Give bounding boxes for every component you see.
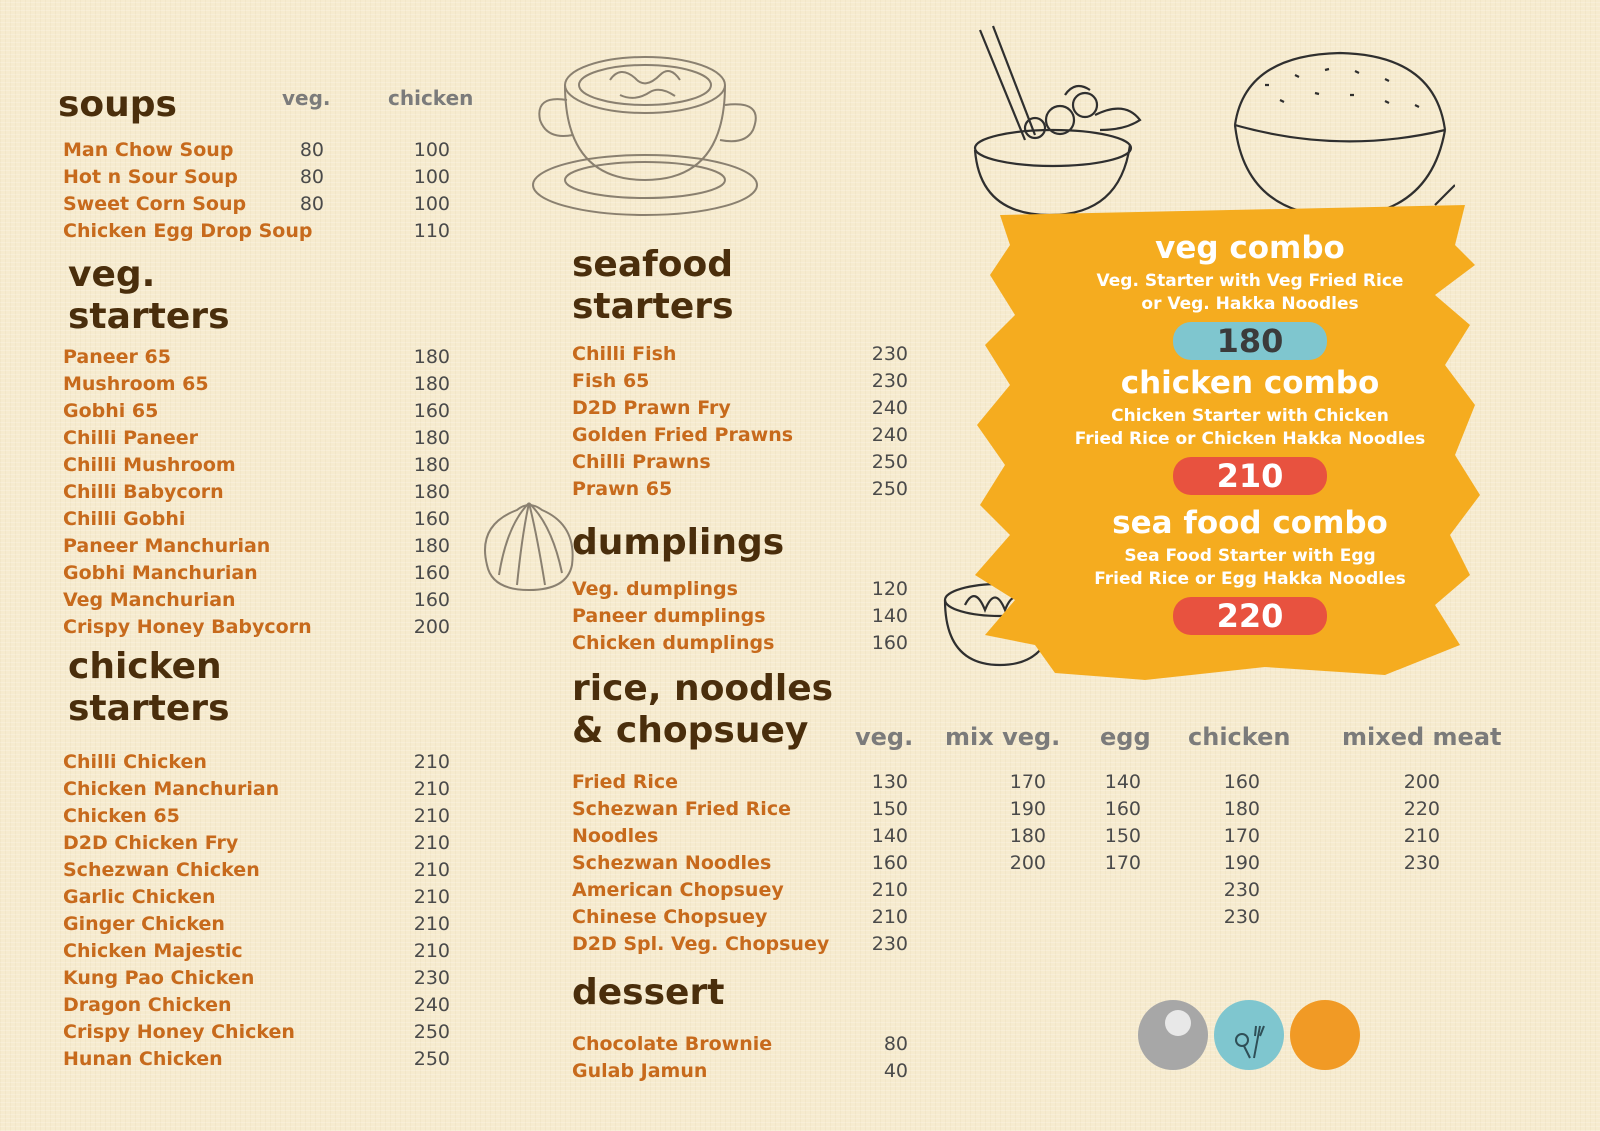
seafood-starter-item-name: Fish 65 — [572, 370, 650, 392]
veg-starter-item-name: Gobhi Manchurian — [63, 562, 258, 584]
rice-item-name: Schezwan Fried Rice — [572, 798, 791, 820]
soup-chicken-price: 100 — [413, 166, 450, 188]
seafood-starter-item-price: 240 — [871, 397, 908, 419]
chicken-starter-item-name: Chicken Manchurian — [63, 778, 280, 800]
seafood-starter-item-price: 230 — [871, 370, 908, 392]
combo-description-line2: Fried Rice or Egg Hakka Noodles — [1094, 569, 1406, 589]
veg-starter-item-name: Veg Manchurian — [63, 589, 236, 611]
rice-item-price: 170 — [1104, 852, 1141, 874]
veg-starter-item-price: 180 — [413, 346, 450, 368]
seafood-starter-item-price: 240 — [871, 424, 908, 446]
dumpling-sketch-icon — [477, 495, 582, 595]
dessert-item-name: Chocolate Brownie — [572, 1033, 773, 1055]
seafood-starters-heading-line1: seafood — [572, 244, 734, 285]
combo-description-line1: Chicken Starter with Chicken — [1111, 406, 1389, 426]
combo-description-line1: Sea Food Starter with Egg — [1124, 546, 1376, 566]
soup-bowl-sketch-icon — [525, 40, 780, 220]
rice-item-name: American Chopsuey — [572, 879, 784, 901]
rice-item-price: 180 — [1223, 798, 1260, 820]
soup-veg-price: 80 — [299, 166, 324, 188]
veg-starter-item-price: 180 — [413, 373, 450, 395]
seafood-starter-item-name: Prawn 65 — [572, 478, 673, 500]
combo-price-badge: 180 — [1173, 322, 1327, 360]
veg-starter-item-price: 200 — [413, 616, 450, 638]
dumpling-item-name: Paneer dumplings — [572, 605, 766, 627]
rice-item-price: 230 — [1223, 906, 1260, 928]
spoon-fork-icon — [1230, 1020, 1270, 1060]
chicken-starter-item-price: 210 — [413, 832, 450, 854]
rice-item-price: 190 — [1009, 798, 1046, 820]
soup-item-name: Chicken Egg Drop Soup — [63, 220, 313, 242]
rice-item-price: 210 — [1403, 825, 1440, 847]
rice-item-price: 160 — [1223, 771, 1260, 793]
soup-chicken-price: 100 — [413, 139, 450, 161]
veg-starters-heading-line2: starters — [68, 296, 230, 337]
veg-starter-item-name: Mushroom 65 — [63, 373, 209, 395]
dumpling-item-price: 140 — [871, 605, 908, 627]
soup-veg-price: 80 — [299, 139, 324, 161]
veg-starter-item-name: Paneer Manchurian — [63, 535, 271, 557]
rice-column-header: mixed meat — [1342, 723, 1502, 751]
rice-item-name: Schezwan Noodles — [572, 852, 772, 874]
rice-column-header: egg — [1100, 723, 1151, 751]
veg-starter-item-price: 160 — [413, 508, 450, 530]
chopsticks-bowl-sketch-icon — [965, 20, 1165, 220]
chicken-starter-item-price: 210 — [413, 886, 450, 908]
rice-column-header: chicken — [1188, 723, 1291, 751]
rice-item-price: 200 — [1009, 852, 1046, 874]
seafood-starter-item-name: Golden Fried Prawns — [572, 424, 794, 446]
rice-noodles-heading-line1: rice, noodles — [572, 668, 834, 709]
soup-item-name: Sweet Corn Soup — [63, 193, 247, 215]
chicken-starter-item-name: Crispy Honey Chicken — [63, 1021, 295, 1043]
chicken-starters-heading-line1: chicken — [68, 646, 222, 687]
chicken-starter-item-price: 210 — [413, 805, 450, 827]
rice-column-header: veg. — [855, 723, 914, 751]
rice-item-price: 230 — [871, 933, 908, 955]
rice-item-name: Noodles — [572, 825, 659, 847]
rice-item-price: 200 — [1403, 771, 1440, 793]
rice-bowl-sketch-icon — [1225, 45, 1455, 225]
dumpling-item-name: Chicken dumplings — [572, 632, 775, 654]
chicken-starter-item-price: 210 — [413, 940, 450, 962]
veg-starter-item-price: 180 — [413, 454, 450, 476]
seafood-starters-heading-line2: starters — [572, 286, 734, 327]
rice-item-price: 190 — [1223, 852, 1260, 874]
seafood-starter-item-name: D2D Prawn Fry — [572, 397, 731, 419]
chicken-starter-item-price: 210 — [413, 859, 450, 881]
rice-noodles-heading-line2: & chopsuey — [572, 710, 809, 751]
chicken-starter-item-price: 240 — [413, 994, 450, 1016]
chicken-starter-item-name: Chicken 65 — [63, 805, 180, 827]
seafood-starter-item-name: Chilli Fish — [572, 343, 677, 365]
chicken-starter-item-name: Schezwan Chicken — [63, 859, 260, 881]
chicken-starter-item-price: 210 — [413, 751, 450, 773]
veg-starter-item-name: Chilli Paneer — [63, 427, 199, 449]
dumplings-heading: dumplings — [572, 522, 785, 563]
veg-starter-item-name: Paneer 65 — [63, 346, 171, 368]
rice-item-price: 160 — [871, 852, 908, 874]
combo-title: sea food combo — [1112, 505, 1388, 541]
veg-starter-item-name: Chilli Mushroom — [63, 454, 236, 476]
veg-starter-item-name: Chilli Babycorn — [63, 481, 224, 503]
dumpling-item-name: Veg. dumplings — [572, 578, 738, 600]
rice-item-price: 230 — [1403, 852, 1440, 874]
rice-item-price: 140 — [871, 825, 908, 847]
rice-item-price: 220 — [1403, 798, 1440, 820]
chicken-starter-item-name: Chilli Chicken — [63, 751, 207, 773]
combo-title: chicken combo — [1120, 365, 1380, 401]
combo-title: veg combo — [1155, 230, 1345, 266]
rice-item-name: Fried Rice — [572, 771, 679, 793]
chicken-starter-item-price: 250 — [413, 1021, 450, 1043]
seafood-starter-item-price: 250 — [871, 451, 908, 473]
dessert-item-price: 40 — [883, 1060, 908, 1082]
veg-starter-item-name: Chilli Gobhi — [63, 508, 186, 530]
chicken-starter-item-name: Ginger Chicken — [63, 913, 225, 935]
orange-dot-icon — [1290, 1000, 1360, 1070]
soups-veg-column-header: veg. — [282, 86, 331, 110]
combo-description-line2: Fried Rice or Chicken Hakka Noodles — [1074, 429, 1426, 449]
chicken-starter-item-price: 210 — [413, 913, 450, 935]
soup-item-name: Hot n Sour Soup — [63, 166, 238, 188]
rice-item-price: 130 — [871, 771, 908, 793]
veg-starter-item-name: Gobhi 65 — [63, 400, 159, 422]
rice-item-price: 160 — [1104, 798, 1141, 820]
veg-starter-item-price: 160 — [413, 562, 450, 584]
rice-item-name: Chinese Chopsuey — [572, 906, 768, 928]
soup-veg-price: 80 — [299, 193, 324, 215]
chicken-starter-item-price: 210 — [413, 778, 450, 800]
rice-item-price: 230 — [1223, 879, 1260, 901]
veg-starter-item-price: 160 — [413, 589, 450, 611]
rice-item-price: 210 — [871, 879, 908, 901]
rice-item-price: 170 — [1223, 825, 1260, 847]
chicken-starter-item-name: Dragon Chicken — [63, 994, 232, 1016]
chicken-starter-item-price: 230 — [413, 967, 450, 989]
veg-starter-item-price: 160 — [413, 400, 450, 422]
soup-chicken-price: 110 — [413, 220, 450, 242]
grey-dot-highlight — [1165, 1010, 1191, 1036]
veg-starter-item-price: 180 — [413, 481, 450, 503]
rice-column-header: mix veg. — [945, 723, 1061, 751]
soup-item-name: Man Chow Soup — [63, 139, 234, 161]
soup-chicken-price: 100 — [413, 193, 450, 215]
chicken-starters-heading-line2: starters — [68, 688, 230, 729]
dessert-item-name: Gulab Jamun — [572, 1060, 708, 1082]
rice-item-name: D2D Spl. Veg. Chopsuey — [572, 933, 830, 955]
dumpling-item-price: 160 — [871, 632, 908, 654]
veg-starter-item-price: 180 — [413, 535, 450, 557]
chicken-starter-item-name: Chicken Majestic — [63, 940, 243, 962]
rice-item-price: 150 — [1104, 825, 1141, 847]
dumpling-item-price: 120 — [871, 578, 908, 600]
rice-item-price: 150 — [871, 798, 908, 820]
combo-description-line1: Veg. Starter with Veg Fried Rice — [1096, 271, 1404, 291]
veg-starters-heading-line1: veg. — [68, 254, 156, 295]
seafood-starter-item-name: Chilli Prawns — [572, 451, 711, 473]
soups-heading: soups — [58, 84, 177, 125]
chicken-starter-item-price: 250 — [413, 1048, 450, 1070]
dessert-item-price: 80 — [883, 1033, 908, 1055]
chicken-starter-item-name: D2D Chicken Fry — [63, 832, 239, 854]
chicken-starter-item-name: Kung Pao Chicken — [63, 967, 255, 989]
rice-item-price: 210 — [871, 906, 908, 928]
combo-description-line2: or Veg. Hakka Noodles — [1141, 294, 1359, 314]
combo-price-badge: 210 — [1173, 457, 1327, 495]
rice-item-price: 180 — [1009, 825, 1046, 847]
rice-item-price: 140 — [1104, 771, 1141, 793]
veg-starter-item-name: Crispy Honey Babycorn — [63, 616, 312, 638]
rice-item-price: 170 — [1009, 771, 1046, 793]
combo-price-badge: 220 — [1173, 597, 1327, 635]
veg-starter-item-price: 180 — [413, 427, 450, 449]
chicken-starter-item-name: Hunan Chicken — [63, 1048, 223, 1070]
chicken-starter-item-name: Garlic Chicken — [63, 886, 216, 908]
seafood-starter-item-price: 250 — [871, 478, 908, 500]
dessert-heading: dessert — [572, 972, 725, 1013]
seafood-starter-item-price: 230 — [871, 343, 908, 365]
soups-chicken-column-header: chicken — [388, 86, 474, 110]
